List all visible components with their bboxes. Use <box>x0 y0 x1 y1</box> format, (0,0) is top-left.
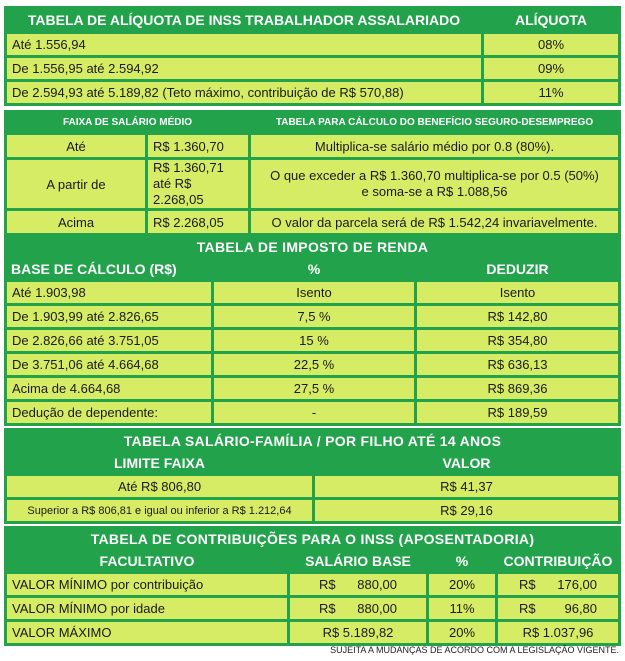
table-row <box>7 500 618 521</box>
aliquota-header: ALÍQUOTA <box>484 9 618 31</box>
table-row <box>7 476 618 497</box>
percent-cell: - <box>214 402 414 423</box>
deduzir-cell: R$ 636,13 <box>417 354 618 375</box>
table-row <box>7 622 618 643</box>
percent-cell: 20% <box>429 574 495 595</box>
valor-header: VALOR <box>315 453 618 473</box>
base-cell: De 3.751,06 até 4.664,68 <box>7 354 211 375</box>
calculo-cell: Multiplica-se salário médio por 0.8 (80%). <box>251 135 618 157</box>
base-cell: Até 1.903,98 <box>7 282 211 303</box>
percent-cell: 15 % <box>214 330 414 351</box>
faixa-cell: Até 1.556,94 <box>7 34 481 55</box>
aliquota-cell: 08% <box>484 34 618 55</box>
facultativo-cell: VALOR MÍNIMO por contribuição <box>7 574 287 595</box>
base-cell: Dedução de dependente: <box>7 402 211 423</box>
calculo-cell: O valor da parcela será de R$ 1.542,24 invariavelmente. <box>251 211 618 233</box>
percent-cell: 20% <box>429 622 495 643</box>
base-cell: De 1.903,99 até 2.826,65 <box>7 306 211 327</box>
salario-familia-title: TABELA SALÁRIO-FAMÍLIA / POR FILHO ATÉ 14 ANOS <box>7 431 618 450</box>
table-row <box>7 211 618 233</box>
imposto-renda-title: TABELA DE IMPOSTO DE RENDA <box>7 237 618 256</box>
aposentadoria-table <box>4 526 621 646</box>
table-row <box>7 34 618 55</box>
faixa-label-cell: A partir de <box>7 160 145 208</box>
faixa-valor-cell: R$ 1.360,71 até R$ 2.268,05 <box>148 160 248 208</box>
faixa-valor-cell: R$ 1.360,70 <box>148 135 248 157</box>
aposentadoria-title: TABELA DE CONTRIBUIÇÕES PARA O INSS (APOSENTADORIA) <box>7 529 618 548</box>
table-row <box>7 378 618 399</box>
table-row <box>7 82 618 103</box>
contribuicao-cell: R$ 176,00 <box>498 574 618 595</box>
deduzir-cell: Isento <box>417 282 618 303</box>
footnote: SUJEITA A MUDANÇAS DE ACORDO COM A LEGISLAÇÃO VIGENTE. <box>330 645 619 655</box>
valor-cell: R$ 41,37 <box>315 476 618 497</box>
base-cell: Acima de 4.664,68 <box>7 378 211 399</box>
table-row <box>7 282 618 303</box>
imposto-renda-table <box>4 234 621 426</box>
seguro-desemprego-table <box>4 110 621 236</box>
faixa-cell: De 1.556,95 até 2.594,92 <box>7 58 481 79</box>
table-row <box>7 402 618 423</box>
aliquota-cell: 09% <box>484 58 618 79</box>
base-calculo-header: BASE DE CÁLCULO (R$) <box>7 259 211 279</box>
faixa-label-cell: Acima <box>7 211 145 233</box>
percent-header: % <box>214 259 414 279</box>
facultativo-cell: VALOR MÍNIMO por idade <box>7 598 287 619</box>
limite-cell: Superior a R$ 806,81 e igual ou inferior a R$ 1.212,64 <box>7 500 312 521</box>
deduzir-cell: R$ 189,59 <box>417 402 618 423</box>
limite-faixa-header: LIMITE FAIXA <box>7 453 312 473</box>
contribuicao-header: CONTRIBUIÇÃO <box>498 551 618 571</box>
percent-cell: 27,5 % <box>214 378 414 399</box>
percent-cell: 22,5 % <box>214 354 414 375</box>
contribuicao-cell: R$ 96,80 <box>498 598 618 619</box>
contribuicao-cell: R$ 1.037,96 <box>498 622 618 643</box>
faixa-salario-header: FAIXA DE SALÁRIO MÉDIO <box>7 113 248 132</box>
table-row <box>7 598 618 619</box>
deduzir-header: DEDUZIR <box>417 259 618 279</box>
facultativo-cell: VALOR MÁXIMO <box>7 622 287 643</box>
deduzir-cell: R$ 354,80 <box>417 330 618 351</box>
base-cell: De 2.826,66 até 3.751,05 <box>7 330 211 351</box>
table-row <box>7 330 618 351</box>
table-row <box>7 135 618 157</box>
faixa-valor-cell: R$ 2.268,05 <box>148 211 248 233</box>
table-row <box>7 354 618 375</box>
table-row <box>7 306 618 327</box>
percent-cell: 7,5 % <box>214 306 414 327</box>
faixa-label-cell: Até <box>7 135 145 157</box>
inss-trabalhador-table <box>4 6 621 106</box>
aliquota-cell: 11% <box>484 82 618 103</box>
faixa-cell: De 2.594,93 até 5.189,82 (Teto máximo, contribuição de R$ 570,88) <box>7 82 481 103</box>
table-row <box>7 574 618 595</box>
valor-cell: R$ 29,16 <box>315 500 618 521</box>
facultativo-header: FACULTATIVO <box>7 551 287 571</box>
percent-header: % <box>429 551 495 571</box>
deduzir-cell: R$ 142,80 <box>417 306 618 327</box>
salario-familia-table <box>4 428 621 524</box>
percent-cell: Isento <box>214 282 414 303</box>
percent-cell: 11% <box>429 598 495 619</box>
salario-base-cell: R$ 5.189,82 <box>290 622 426 643</box>
salario-base-cell: R$ 880,00 <box>290 598 426 619</box>
limite-cell: Até R$ 806,80 <box>7 476 312 497</box>
salario-base-cell: R$ 880,00 <box>290 574 426 595</box>
inss-trabalhador-header: TABELA DE ALÍQUOTA DE INSS TRABALHADOR ASSALARIADO <box>7 9 481 31</box>
calculo-cell: O que exceder a R$ 1.360,70 multiplica-se por 0.5 (50%) e soma-se a R$ 1.088,56 <box>251 160 618 208</box>
table-row <box>7 58 618 79</box>
salario-base-header: SALÁRIO BASE <box>290 551 426 571</box>
table-row <box>7 160 618 208</box>
deduzir-cell: R$ 869,36 <box>417 378 618 399</box>
seguro-desemprego-header: TABELA PARA CÁLCULO DO BENEFÍCIO SEGURO-DESEMPREGO <box>251 113 618 132</box>
